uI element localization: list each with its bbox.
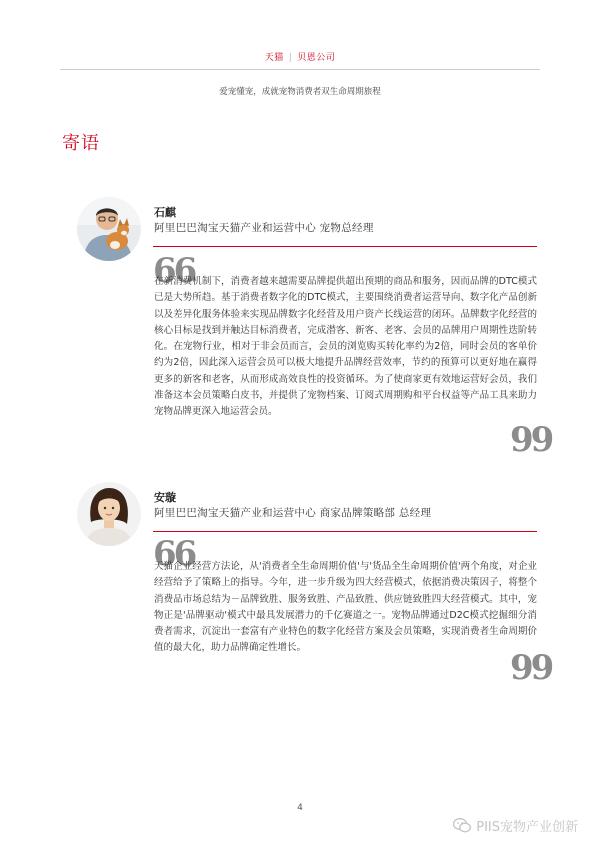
wechat-icon bbox=[453, 818, 471, 833]
person-name: 安璇 bbox=[154, 491, 176, 504]
section-title: 寄语 bbox=[62, 133, 100, 154]
quote-close-icon: 99 bbox=[510, 648, 552, 688]
name-divider bbox=[153, 531, 537, 532]
quote-close-icon: 99 bbox=[510, 420, 552, 460]
quote-open-icon: 66 bbox=[153, 534, 195, 574]
person-title: 阿里巴巴淘宝天猫产业和运营中心 商家品牌策略部 总经理 bbox=[154, 507, 432, 519]
header-divider bbox=[60, 69, 540, 70]
person-name: 石麒 bbox=[154, 206, 176, 219]
brand-separator: | bbox=[288, 53, 293, 63]
person-title: 阿里巴巴淘宝天猫产业和运营中心 宠物总经理 bbox=[154, 222, 374, 234]
page-subtitle: 爱宠懂宠，成就宠物消费者双生命周期旅程 bbox=[219, 87, 381, 97]
page-number: 4 bbox=[297, 803, 303, 813]
brand-bain: 贝恩公司 bbox=[297, 53, 336, 63]
watermark bbox=[453, 816, 578, 835]
watermark-text: PIIS宠物产业创新 bbox=[476, 820, 578, 835]
name-divider bbox=[153, 246, 537, 247]
quote-text: 在新消费机制下，消费者越来越需要品牌提供超出预期的商品和服务，因而品牌的DTC模式已是大势所趋。基于消费者数字化的DTC模式，主要围绕消费者运营导向、数字化产品创新以及差异化服务体验来实现品牌数字化经营及用户资产长线运营的闭环。品牌数字化经营的核心目标是找到并触达目标消费者，完成潜客、新客、老客、会员的品牌用户周期性迭阶转化。在宠物行业，相对于非会员而言，会员的浏览购买转化率约为2倍，同时会员的客单价约为2倍，因此深入运营会员可以极大地提升品牌经营效率，节约的预算可以更好地在赢得更多的新客和老客，从而形成高效良性的投资循环。为了使商家更有效地运营好会员，我们准备这本会员策略白皮书，并提供了宠物档案、订阅式周期购和平台权益等产品工具来助力宠物品牌更深入地运营会员。 bbox=[154, 276, 537, 418]
avatar-an-xuan bbox=[77, 482, 141, 546]
quote-text: 天猫企业经营方法论，从'消费者全生命周期价值'与'货品全生命周期价值'两个角度，对企业经营给予了策略上的指导。今年，进一步升级为四大经营模式，依据消费决策因子，将整个消费品市场总结为－品牌致胜、服务致胜、产品致胜、供应链致胜四大经营模式。其中，宠物正是'品牌驱动'模式中最具发展潜力的千亿赛道之一。宠物品牌通过D2C模式挖掘细分消费者需求，沉淀出一套富有产业特色的数字化经营方案及会员策略，实现消费者生命周期价值的最大化，助力品牌确定性增长。 bbox=[154, 561, 537, 654]
avatar-shi-qi bbox=[77, 197, 141, 261]
quote-open-icon: 66 bbox=[153, 251, 195, 291]
header-brand bbox=[0, 50, 600, 63]
brand-tmall: 天猫 bbox=[264, 53, 284, 63]
